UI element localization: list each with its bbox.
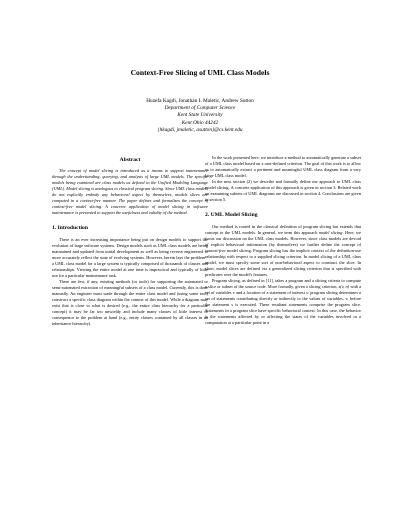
- p4-part-c: : program slicing determines a set of statements contributing directly or indirectly to the values of variables, v, before the statement s is executed. These resultant statements comprise the program slice. Statements in a program slice have specific behavioral context. In this case, the behavior is the statements affected by or affecting the states of the variables involved in a computation at a particular point in a: [205, 290, 361, 325]
- abstract-text: The concept of model slicing is introduced as a means to support maintenance through the understanding, querying, and analysis of large UML models. The specific models being examined are class models as defined in the Unified Modeling Language (UML). Model slicing is analogous to classical program slicing. Since UML class models do not explicitly embody any behavioral aspect by themselves, models slices are computed in a context-free manner. The paper defines and formalizes the concept of context-free model slicing. A concrete application of model slicing in software maintenance is presented to support the usefulness and validity of the method.: [52, 168, 208, 215]
- p3-part-b: . Here, we focus our discussion on the UML class models. However, since class models are devoid of explicit behavioral information (by themselves) we further define the concept of: [205, 230, 361, 247]
- section-2-paragraph-1: [205, 224, 361, 278]
- p4-part-a: Program slicing, as defined in [11], takes a program and a slicing criteria to compute a slice or subset of the source code. More formally, given a slicing criterion,: [205, 278, 361, 289]
- p3-term: model slicing: [318, 230, 343, 235]
- left-column: [52, 156, 208, 327]
- p3-term-2: context-free: [205, 248, 226, 253]
- author-city: Kent Ohio 44242: [181, 119, 219, 126]
- author-university: Kent State University: [177, 112, 223, 119]
- intro-paragraph-2: There are few, if any, existing methods (or tools) for supporting the automated or semi-automated extraction of meaningful subsets of a class model. Currently, this is done manually. An engineer must wade through the entire class model and (using some tool) construct a specific class diagram within the context of this model. While a diagram may exist that is close to what is desired (e.g., the entire class hierarchy for a particular concept) it may be far too unwieldy and include many classes of little interest or consequence to the problem at hand (e.g., entity classes contained by all classes in an inheritance hierarchy).: [52, 279, 208, 326]
- paper-title: Context-Free Slicing of UML Class Models: [130, 68, 270, 77]
- right-column: [205, 155, 361, 326]
- p3-part-c: model slicing. Program slicing has the implicit context of the definition-use relationship with respect to a supplied slicing criterion. In model slicing of a UML class model, we must specify some sort of non-behavioral aspect to construct the slice. In short, model slices are defined via a generalized slicing criterion that is specified with predicates over the model's features.: [205, 248, 361, 277]
- section-2-paragraph-2: [205, 278, 361, 326]
- p3-part-a: Our method is rooted in the classical definition of program slicing but extends that concept to the UML models. In general, we term this approach: [205, 224, 361, 235]
- body-paragraph-2: In the next section (2) we describe and formally define our approach to UML class model slicing. A concrete application of this approach is given in section 3. Related work on examining subsets of UML diagrams are discussed in section 4. Conclusions are given in section 5.: [205, 179, 361, 202]
- p4-part-b: with a set of variables v and a location of a statement of interest: [205, 284, 361, 295]
- intro-paragraph-1: There is an ever increasing importance being put on design models to support the evolution of large software systems. Design models such as UML class models are being maintained and updated from initial development as well as being reverse engineered to more accurately reflect the state of evolving systems. However, herein lays the problem - a UML class model for a large system is typically comprised of thousands of classes and relationships. Viewing the entire model at one time is impractical and typically of little use for a particular maintenance task.: [52, 237, 208, 278]
- author-block: [0, 98, 400, 134]
- intro-heading: 1. Introduction: [52, 225, 88, 231]
- body-paragraph-1: In the work presented here, we introduce a method to automatically generate a subset of a UML class model based on a user-defined criterion. The goal of this work is to allow us to automatically extract a pertinent and meaningful UML class diagram from a very large UML class model.: [205, 155, 361, 178]
- p4-math-2: s: [306, 290, 308, 295]
- author-names: Huzefa Kagdi, Jonathan I. Maletic, Andrew Sutton: [146, 98, 254, 104]
- section-2-heading: 2. UML Model Slicing: [205, 212, 258, 218]
- author-department: Department of Computer Science: [164, 105, 236, 112]
- author-emails: {hkagdi, jmaletic, asutton}@cs.kent.edu: [157, 126, 243, 133]
- p4-math: s(v, n): [338, 284, 350, 289]
- abstract-heading: Abstract: [119, 157, 141, 163]
